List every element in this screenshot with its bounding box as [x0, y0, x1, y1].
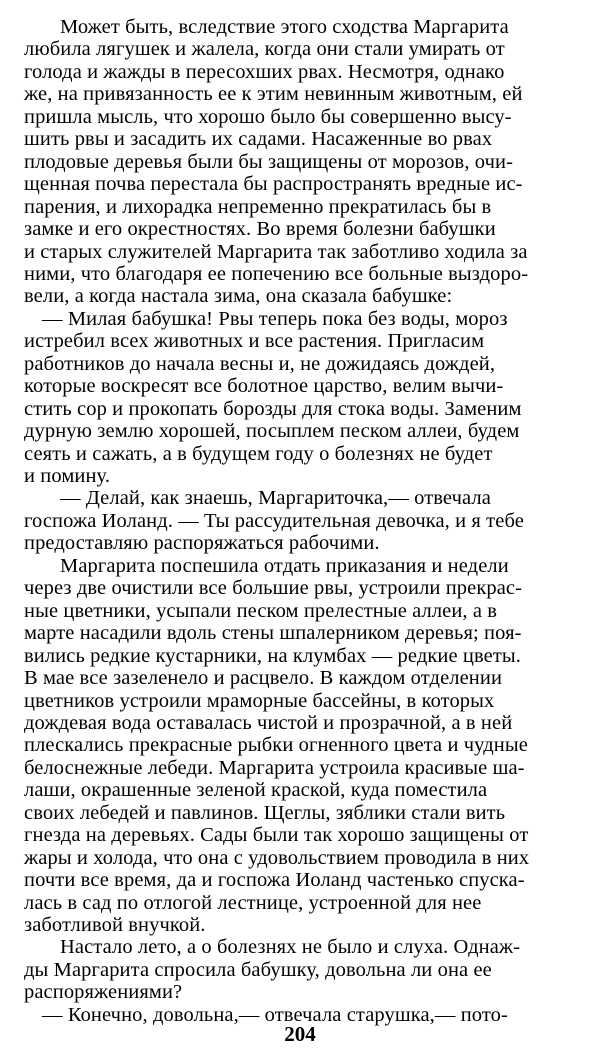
text-line: работников до начала весны и, не дожидаясь дождей,: [24, 352, 496, 375]
text-line: дождевая вода оставалась чистой и прозрачной, а в ней: [24, 711, 513, 734]
text-line: гнезда на деревьях. Сады были так хорошо защищены от: [24, 824, 529, 847]
text-line: парения, и лихорадка непременно прекратилась бы в: [24, 195, 492, 218]
text-line: ды Маргарита спросила бабушку, довольна ли она ее: [24, 958, 492, 981]
text-line: стить сор и прокопать борозды для стока воды. Заменим: [24, 397, 522, 420]
text-line: плескались прекрасные рыбки огненного цвета и чудные: [24, 734, 528, 757]
text-line: распоряжениями?: [24, 981, 183, 1004]
text-line: Маргарита поспешила отдать приказания и недели: [60, 554, 509, 577]
text-line: замке и его окрестностях. Во время болезни бабушки: [24, 218, 496, 241]
text-line: госпожа Иоланд. — Ты рассудительная девочка, и я тебе: [24, 509, 524, 532]
text-line: своих лебедей и павлинов. Щеглы, зяблики стали вить: [24, 801, 506, 824]
page-number: 204: [284, 1022, 316, 1046]
text-line: щенная почва перестала бы распространять вредные ис-: [24, 173, 523, 196]
text-line: цветников устроили мраморные бассейны, в которых: [24, 689, 495, 712]
text-line: белоснежные лебеди. Маргарита устроила красивые ша-: [24, 756, 525, 779]
text-line: ные цветники, усыпали песком прелестные аллеи, а в: [24, 599, 498, 622]
text-line: предоставляю распоряжаться рабочими.: [24, 532, 380, 555]
text-line: сеять и сажать, а в будущем году о болезнях не будет: [24, 442, 493, 465]
text-line: шить рвы и засадить их садами. Насаженные во рвах: [24, 128, 493, 151]
text-line: же, на привязанность ее к этим невинным животным, ей: [24, 83, 523, 106]
text-line: заботливой внучкой.: [24, 914, 206, 936]
text-line: вились редкие кустарники, на клумбах — редкие цветы.: [24, 644, 521, 667]
text-line: лась в сад по отлогой лестнице, устроенной для нее: [24, 891, 482, 914]
text-line: и старых служителей Маргарита так заботливо ходила за: [24, 240, 528, 263]
text-line: любила лягушек и жалела, когда они стали умирать от: [24, 38, 505, 61]
text-line: пришла мысль, что хорошо было бы совершенно высу-: [24, 105, 512, 128]
text-line: через две очистили все большие рвы, устроили прекрас-: [24, 577, 523, 600]
text-line: и помину.: [24, 465, 111, 487]
text-line: жары и холода, что она с удовольствием проводила в них: [24, 846, 530, 869]
text-line: — Конечно, довольна,— отвечала старушка,— пото-: [42, 1003, 508, 1026]
text-line: Настало лето, а о болезнях не было и слуха. Однаж-: [60, 936, 521, 959]
text-line: почти все время, да и госпожа Иоланд частенько спуска-: [24, 869, 525, 892]
text-line: голода и жажды в пересохших рвах. Несмотря, однако: [24, 60, 505, 83]
text-line: плодовые деревья были бы защищены от морозов, очи-: [24, 150, 514, 173]
text-line: — Делай, как знаешь, Маргариточка,— отвечала: [60, 487, 491, 510]
text-line: — Милая бабушка! Рвы теперь пока без воды, мороз: [42, 307, 508, 330]
text-line: марте насадили вдоль стены шпалерником деревья; поя-: [24, 622, 522, 645]
text-line: дурную землю хорошей, посыплем песком аллеи, будем: [24, 420, 520, 443]
text-line: ними, что благодаря ее попечению все больные выздоро-: [24, 262, 529, 285]
text-line: Может быть, вследствие этого сходства Маргарита: [60, 16, 509, 38]
text-line: лаши, окрашенные зеленой краской, куда поместила: [24, 779, 488, 802]
text-line: которые воскресят все болотное царство, велим вычи-: [24, 375, 504, 398]
text-line: вели, а когда настала зима, она сказала бабушке:: [24, 285, 453, 308]
text-line: В мае все зазеленело и расцвело. В каждом отделении: [24, 667, 503, 690]
text-line: истребил всех животных и все растения. Пригласим: [24, 330, 485, 353]
